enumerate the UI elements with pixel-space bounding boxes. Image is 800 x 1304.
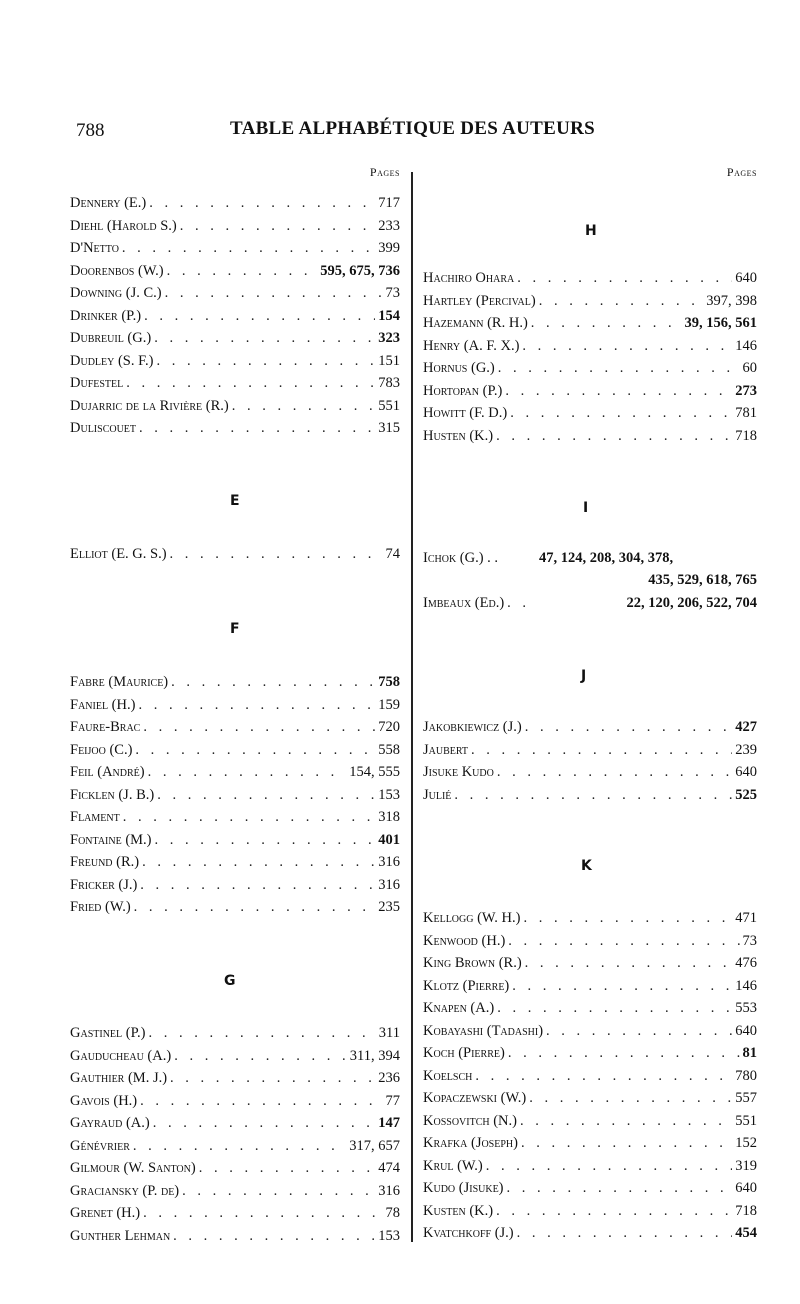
index-entry: [70, 260, 400, 282]
leader-dots: [517, 1222, 733, 1244]
section-letter: G: [224, 973, 236, 989]
author-name: Gayraud (A.): [70, 1115, 150, 1131]
leader-dots: [508, 930, 739, 952]
index-entry: [423, 1222, 757, 1244]
page-references: 720: [378, 719, 400, 735]
index-entry: [423, 402, 757, 424]
leader-dots: [529, 1087, 732, 1109]
author-name: Imbeaux (Ed.): [423, 595, 505, 611]
page-references: 640: [735, 764, 757, 780]
leader-dots: [505, 380, 732, 402]
index-entry: [70, 1135, 400, 1157]
section-letter: E: [230, 493, 240, 509]
page-references: 77: [385, 1092, 400, 1109]
page-references: 311, 394: [349, 1047, 400, 1064]
leader-dots: [471, 739, 732, 761]
leader-dots: [123, 806, 376, 828]
index-entry: [70, 874, 400, 896]
index-entry: [423, 380, 757, 402]
page-references: 717: [378, 195, 400, 211]
page-references: 81: [742, 1045, 757, 1061]
leader-dots: [148, 761, 347, 783]
page-references: 317, 657: [349, 1137, 400, 1154]
page-references: 311: [378, 1025, 400, 1041]
index-entry: [70, 1180, 400, 1202]
index-entry: [70, 851, 400, 873]
section-letter: K: [581, 858, 592, 874]
index-entry: [70, 350, 400, 372]
leader-dots: [496, 425, 732, 447]
leader-dots: [475, 1065, 732, 1087]
index-entry: [423, 1177, 757, 1199]
leader-dots: [133, 1135, 346, 1157]
author-name: Feijoo (C.): [70, 741, 133, 758]
leader-dots: [498, 357, 740, 379]
author-name: Gauducheau (A.): [70, 1047, 172, 1064]
index-entry: [423, 357, 757, 379]
page-references: 147: [378, 1115, 400, 1131]
page-references: 316: [378, 1182, 400, 1199]
page-references: 146: [735, 977, 757, 994]
index-entry: [423, 907, 757, 929]
page-references: 316: [378, 854, 400, 870]
author-name: Hazemann (R. H.): [423, 315, 528, 331]
index-entry: [423, 1065, 757, 1087]
author-name: Jakobkiewicz (J.): [423, 719, 522, 735]
author-name: Freund (R.): [70, 854, 140, 870]
author-name: Drinker (P.): [70, 307, 142, 324]
page-references: 595, 675, 736: [320, 262, 400, 279]
page-references: 154: [378, 307, 400, 324]
leader-dots: [165, 282, 383, 304]
index-entry: [70, 1090, 400, 1112]
page-references: 39, 156, 561: [684, 315, 757, 331]
column-divider: [411, 172, 413, 1242]
page-references: 558: [378, 741, 400, 758]
leader-dots: [523, 907, 732, 929]
page-references: 551: [735, 1112, 757, 1129]
index-entry: [70, 806, 400, 828]
leader-dots: [507, 1177, 733, 1199]
index-entry: [70, 716, 400, 738]
leader-dots: [182, 1180, 375, 1202]
index-entry: [70, 237, 400, 259]
author-name: Ichok (G.) . .: [423, 550, 499, 566]
page-references: 476: [735, 955, 757, 971]
page-references: 435, 529, 618, 765: [648, 572, 757, 588]
author-name: Kudo (Jisuke): [423, 1180, 504, 1196]
page-references: 551: [378, 397, 400, 414]
leader-dots: [153, 1112, 376, 1134]
author-name: Ficklen (J. B.): [70, 786, 155, 803]
leader-dots: [510, 402, 732, 424]
leader-dots: [143, 716, 375, 738]
index-entry: [423, 312, 757, 334]
index-entry: [423, 930, 757, 952]
section-letter: J: [581, 668, 587, 684]
index-entry: [70, 1157, 400, 1179]
page-references: 525: [735, 786, 757, 803]
index-entry: [70, 395, 400, 417]
page-references: 553: [735, 1000, 757, 1016]
author-name: Faniel (H.): [70, 696, 136, 713]
index-entry: [70, 694, 400, 716]
pages-label: Pages: [726, 165, 757, 179]
author-name: Gavois (H.): [70, 1092, 138, 1109]
author-name: Dufestel: [70, 375, 124, 391]
index-entry: [70, 327, 400, 349]
page-references: 780: [735, 1067, 757, 1084]
author-name: Knapen (A.): [423, 1000, 495, 1016]
index-entry: [423, 1020, 757, 1042]
leader-dots: [126, 372, 375, 394]
index-entry: [423, 761, 757, 783]
index-entry: [423, 784, 757, 806]
leader-dots: [520, 1110, 732, 1132]
author-name: Downing (J. C.): [70, 285, 162, 301]
author-name: Dubreuil (G.): [70, 330, 152, 346]
page-references: 273: [735, 382, 757, 399]
index-entry: [70, 761, 400, 783]
author-name: Krafka (Joseph): [423, 1135, 518, 1151]
page-references: 781: [735, 405, 757, 421]
page-references: 557: [735, 1090, 757, 1106]
page-references: 783: [378, 375, 400, 391]
index-entry: [423, 335, 757, 357]
author-name: Klotz (Pierre): [423, 977, 510, 994]
leader-dots: [156, 350, 375, 372]
index-entry: [70, 671, 400, 693]
leader-dots: [155, 829, 376, 851]
page-references: 74: [385, 546, 400, 562]
page-references: 146: [735, 337, 757, 354]
author-name: Feil (André): [70, 764, 145, 780]
author-name: Kopaczewski (W.): [423, 1090, 527, 1106]
leader-dots: [143, 1202, 382, 1224]
index-entry: [423, 716, 757, 738]
page-number: 788: [76, 120, 105, 141]
leader-dots: [508, 1042, 740, 1064]
page-references: 60: [742, 360, 757, 376]
page-references: 235: [378, 899, 400, 915]
index-entry: [70, 896, 400, 918]
page-references: 239: [735, 741, 757, 758]
index-entry: [70, 1045, 400, 1067]
author-name: Gastinel (P.): [70, 1025, 146, 1041]
leader-dots: [174, 1045, 347, 1067]
index-entry: [423, 1200, 757, 1222]
author-name: Dennery (E.): [70, 195, 147, 211]
page-references: 401: [378, 831, 400, 848]
leader-dots: [142, 851, 375, 873]
leader-dots: [140, 874, 375, 896]
leader-dots: [521, 1132, 732, 1154]
page-references: 319: [735, 1157, 757, 1174]
page-references: 640: [735, 1180, 757, 1196]
author-name: Dujarric de la Rivière (R.): [70, 397, 229, 414]
leader-dots: [139, 417, 375, 439]
author-name: Génévrier: [70, 1137, 130, 1154]
index-entry: [423, 290, 757, 312]
page-references: 318: [378, 809, 400, 825]
leader-dots: [531, 312, 682, 334]
page-references: 471: [735, 910, 757, 926]
index-entry: [70, 1112, 400, 1134]
author-name: Julié: [423, 786, 452, 803]
page-references: 758: [378, 674, 400, 690]
page-references: 159: [378, 696, 400, 713]
author-name: Dudley (S. F.): [70, 352, 154, 369]
author-name: Hortopan (P.): [423, 382, 503, 399]
author-name: Kellogg (W. H.): [423, 910, 521, 926]
leader-dots: [517, 267, 732, 289]
author-name: Gunther Lehman: [70, 1227, 171, 1244]
page-references: 154, 555: [349, 764, 400, 780]
leader-dots: [144, 305, 375, 327]
author-name: Grenet (H.): [70, 1205, 141, 1221]
author-name: Krul (W.): [423, 1157, 483, 1174]
author-name: Graciansky (P. de): [70, 1182, 180, 1199]
index-entry: [423, 267, 757, 289]
page-references: 153: [378, 786, 400, 803]
page-references: 399: [378, 240, 400, 256]
page-references: 474: [378, 1160, 400, 1176]
author-name: Hornus (G.): [423, 360, 495, 376]
page-references: 78: [385, 1205, 400, 1221]
index-entry: [70, 192, 400, 214]
page-references: 323: [378, 330, 400, 346]
author-name: Kenwood (H.): [423, 932, 506, 949]
page-references: 640: [735, 1022, 757, 1039]
author-name: Hachiro Ohara: [423, 270, 515, 286]
author-name: Fabre (Maurice): [70, 674, 169, 690]
index-entry: [423, 592, 757, 614]
page-references: 236: [378, 1070, 400, 1086]
leader-dots: [173, 1225, 375, 1247]
index-entry: [423, 1155, 757, 1177]
author-name: Jaubert: [423, 741, 469, 758]
author-name: Koch (Pierre): [423, 1045, 505, 1061]
leader-dots: [199, 1157, 376, 1179]
author-name: Kvatchkoff (J.): [423, 1225, 514, 1241]
page-references: 152: [735, 1135, 757, 1151]
leader-dots: [539, 290, 704, 312]
index-entry: [70, 282, 400, 304]
leader-dots: [167, 260, 318, 282]
leader-dots: [522, 335, 732, 357]
author-name: Gilmour (W. Santon): [70, 1160, 196, 1176]
author-name: Husten (K.): [423, 427, 494, 444]
leader-dots: [507, 592, 537, 614]
author-name: King Brown (R.): [423, 955, 522, 971]
author-name: Howitt (F. D.): [423, 405, 508, 421]
leader-dots: [497, 761, 732, 783]
leader-dots: [546, 1020, 732, 1042]
index-entry: [70, 739, 400, 761]
page-references: 151: [378, 352, 400, 369]
page-references: 427: [735, 719, 757, 735]
author-name: Kobayashi (Tadashi): [423, 1022, 544, 1039]
page-references: 718: [735, 1202, 757, 1219]
leader-dots: [180, 215, 375, 237]
leader-dots: [122, 237, 375, 259]
author-name: Flament: [70, 809, 120, 825]
leader-dots: [170, 1067, 375, 1089]
index-entry: [70, 417, 400, 439]
leader-dots: [154, 327, 375, 349]
index-entry: [70, 1225, 400, 1247]
page-references: 316: [378, 876, 400, 893]
leader-dots: [134, 896, 376, 918]
page-references: 153: [378, 1227, 400, 1244]
page-references: 233: [378, 217, 400, 234]
leader-dots: [232, 395, 376, 417]
page-references: 47, 124, 208, 304, 378,: [539, 550, 674, 566]
leader-dots: [525, 952, 733, 974]
leader-dots: [497, 997, 732, 1019]
index-entry: [70, 215, 400, 237]
leader-dots: [454, 784, 732, 806]
page-references: 640: [735, 270, 757, 286]
leader-dots: [140, 1090, 382, 1112]
author-name: Koelsch: [423, 1067, 473, 1084]
author-name: Faure-Brac: [70, 719, 141, 735]
index-entry: [70, 1022, 400, 1044]
index-entry: [423, 1042, 757, 1064]
leader-dots: [486, 1155, 733, 1177]
leader-dots: [149, 1022, 376, 1044]
page-references: 22, 120, 206, 522, 704: [626, 595, 757, 611]
page-references: 454: [735, 1225, 757, 1241]
index-entry: [70, 1067, 400, 1089]
author-name: Kossovitch (N.): [423, 1112, 517, 1129]
leader-dots: [170, 543, 383, 565]
author-name: Duliscouet: [70, 420, 137, 436]
author-name: Fontaine (M.): [70, 831, 152, 848]
author-name: Diehl (Harold S.): [70, 217, 177, 234]
author-name: Fricker (J.): [70, 876, 138, 893]
index-entry: [423, 425, 757, 447]
page-references: 73: [385, 285, 400, 301]
index-entry: [423, 975, 757, 997]
page-title: TABLE ALPHABÉTIQUE DES AUTEURS: [230, 118, 595, 139]
index-entry: [423, 997, 757, 1019]
author-name: Kusten (K.): [423, 1202, 494, 1219]
index-entry: [70, 372, 400, 394]
index-entry: [423, 547, 757, 593]
index-entry: [423, 739, 757, 761]
section-letter: H: [585, 223, 597, 239]
section-letter: F: [230, 621, 240, 637]
index-entry: [423, 952, 757, 974]
page-references: 73: [742, 932, 757, 949]
leader-dots: [138, 694, 375, 716]
index-entry: [70, 305, 400, 327]
page-references: 397, 398: [706, 292, 757, 309]
index-entry: [70, 543, 400, 565]
leader-dots: [157, 784, 375, 806]
leader-dots: [135, 739, 375, 761]
section-letter: I: [583, 500, 589, 516]
index-entry: [70, 829, 400, 851]
page-references: 718: [735, 427, 757, 444]
page-references: 315: [378, 420, 400, 436]
leader-dots: [525, 716, 733, 738]
author-name: Henry (A. F. X.): [423, 337, 520, 354]
index-entry: [423, 1087, 757, 1109]
leader-dots: [171, 671, 375, 693]
author-name: Hartley (Percival): [423, 292, 536, 309]
author-name: Doorenbos (W.): [70, 262, 164, 279]
index-entry: [70, 784, 400, 806]
index-entry: [423, 1132, 757, 1154]
author-name: Elliot (E. G. S.): [70, 546, 167, 562]
index-entry: [70, 1202, 400, 1224]
author-name: Gauthier (M. J.): [70, 1070, 168, 1086]
leader-dots: [149, 192, 375, 214]
leader-dots: [512, 975, 732, 997]
leader-dots: [496, 1200, 732, 1222]
index-entry: [423, 1110, 757, 1132]
pages-label: Pages: [369, 165, 400, 179]
author-name: Jisuke Kudo: [423, 764, 494, 780]
author-name: D'Netto: [70, 240, 119, 256]
page-header: [0, 118, 800, 148]
author-name: Fried (W.): [70, 899, 131, 915]
